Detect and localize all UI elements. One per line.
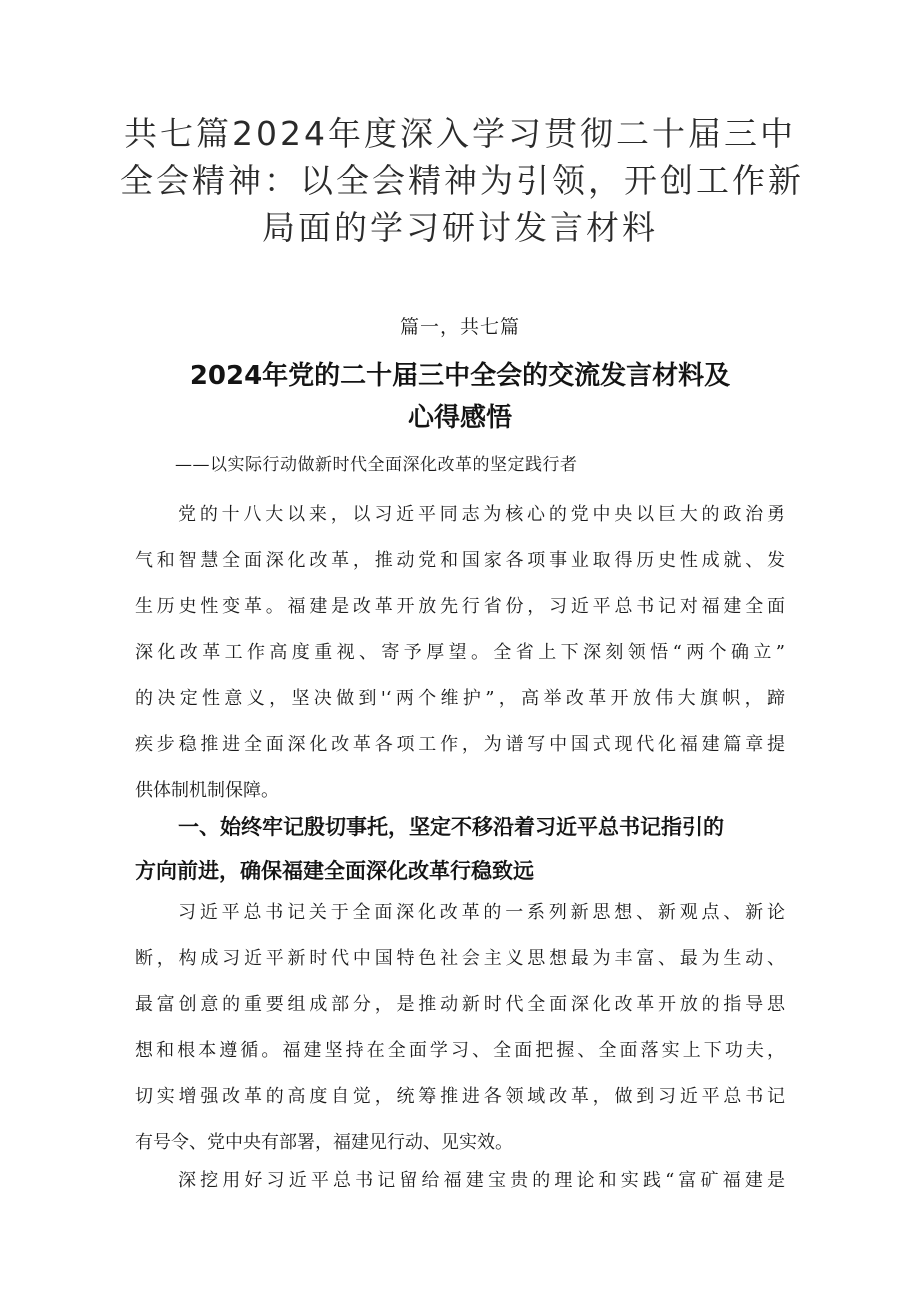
paragraph-line: 的决定性意义，坚决做到'‘两个维护”，高举改革开放伟大旗帜，蹄 xyxy=(135,688,785,709)
chapter-title-line: 心得感悟 xyxy=(407,403,512,433)
paragraph-line: 想和根本遵循。福建坚持在全面学习、全面把握、全面落实上下功夫， xyxy=(135,1040,785,1061)
chapter-label: 篇一，共七篇 xyxy=(399,316,520,338)
paragraph-section1 xyxy=(135,890,785,1166)
main-title xyxy=(120,110,804,251)
paragraph-line: 气和智慧全面深化改革，推动党和国家各项事业取得历史性成就、发 xyxy=(135,550,785,571)
paragraph-line: 供体制机制保障。 xyxy=(135,780,279,801)
main-title-line: 全会精神：以全会精神为引领，开创工作新 xyxy=(120,161,804,200)
paragraph-line: 党的十八大以来，以习近平同志为核心的党中央以巨大的政治勇 xyxy=(178,504,785,525)
paragraph-line: 最富创意的重要组成部分，是推动新时代全面深化改革开放的指导思 xyxy=(135,994,785,1015)
section-heading-line: 一、始终牢记殷切事托，坚定不移沿着习近平总书记指引的 xyxy=(178,815,724,839)
section-heading-line: 方向前进，确保福建全面深化改革行稳致远 xyxy=(135,859,534,883)
paragraph-line: 断，构成习近平新时代中国特色社会主义思想最为丰富、最为生动、 xyxy=(135,948,785,969)
paragraph-intro xyxy=(135,492,785,814)
paragraph-line: 深挖用好习近平总书记留给福建宝贵的理论和实践“富矿福建是 xyxy=(178,1170,785,1191)
chapter-title-line: 2024年党的二十届三中全会的交流发言材料及 xyxy=(189,361,731,391)
paragraph-continued xyxy=(135,1158,785,1204)
main-title-line: 共七篇2024年度深入学习贯彻二十届三中 xyxy=(124,114,796,153)
paragraph-line: 习近平总书记关于全面深化改革的一系列新思想、新观点、新论 xyxy=(178,902,785,923)
chapter-subtitle: ——以实际行动做新时代全面深化改革的坚定践行者 xyxy=(175,455,578,475)
paragraph-line: 深化改革工作高度重视、寄予厚望。全省上下深刻领悟“两个确立” xyxy=(135,642,785,663)
paragraph-line: 生历史性变革。福建是改革开放先行省份，习近平总书记对福建全面 xyxy=(135,596,785,617)
main-title-line: 局面的学习研讨发言材料 xyxy=(262,208,658,247)
paragraph-line: 切实增强改革的高度自觉，统筹推进各领域改革，做到习近平总书记 xyxy=(135,1086,785,1107)
chapter-title xyxy=(140,355,780,439)
paragraph-line: 疾步稳推进全面深化改革各项工作，为谱写中国式现代化福建篇章提 xyxy=(135,734,785,755)
paragraph-line: 有号令、党中央有部署，福建见行动、见实效。 xyxy=(135,1132,513,1153)
section-heading-1 xyxy=(135,805,785,893)
